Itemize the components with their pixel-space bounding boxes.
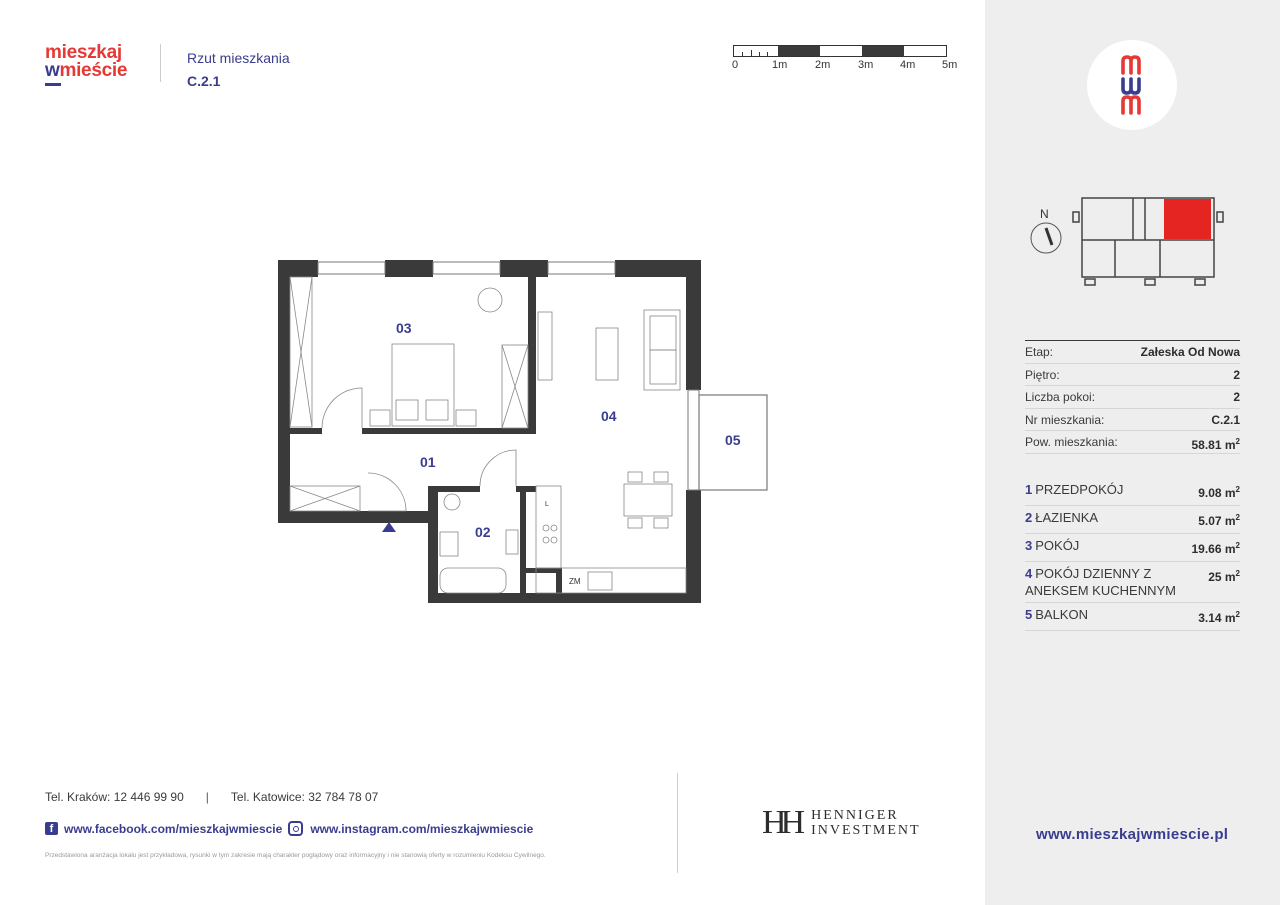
header-divider <box>160 44 161 82</box>
tel-katowice[interactable]: Tel. Katowice: 32 784 78 07 <box>230 790 379 804</box>
fact-value: 58.81 $m^2$ <box>1191 437 1240 453</box>
scale-segment-4 <box>904 46 946 56</box>
tel-krakow[interactable]: Tel. Kraków: 12 446 99 90 <box>45 790 184 804</box>
room-row-1 <box>1025 478 1240 506</box>
room-area: 9.08 $m^2$ <box>1198 485 1240 500</box>
fact-label: Liczba pokoi: <box>1025 390 1096 405</box>
instagram-link[interactable]: www.instagram.com/mieszkajwmiescie <box>310 821 534 836</box>
room-area: 19.66 $m^2$ <box>1191 541 1240 556</box>
footer-social <box>45 821 533 836</box>
room-label-03: 03 <box>396 320 412 336</box>
compass-icon <box>1031 223 1061 253</box>
instagram-icon[interactable] <box>288 821 303 836</box>
scale-label-2: 2m <box>815 59 831 71</box>
phone-separator: | <box>205 790 209 804</box>
room-row-3 <box>1025 534 1240 562</box>
scale-label-4: 4m <box>900 59 916 71</box>
fact-label: Pow. mieszkania: <box>1025 435 1118 450</box>
footer-divider <box>677 773 678 873</box>
room-row-2 <box>1025 506 1240 534</box>
fact-value: 2 <box>1233 390 1240 405</box>
fact-value: 2 <box>1233 367 1240 382</box>
room-name: POKÓJ DZIENNY Z ANEKSEM KUCHENNYM <box>1025 566 1176 598</box>
scale-bar <box>732 45 958 73</box>
room-num: 1 <box>1025 482 1033 497</box>
room-area: 3.14 $m^2$ <box>1198 610 1240 625</box>
logo-w: w <box>45 60 60 81</box>
room-label-05: 05 <box>725 432 741 448</box>
fact-nr-mieszkania <box>1025 409 1240 432</box>
room-num: 4 <box>1025 566 1033 581</box>
scale-label-0: 0 <box>732 59 739 71</box>
room-name: POKÓJ <box>1035 538 1080 553</box>
fact-value: C.2.1 <box>1211 412 1240 427</box>
floor-plan <box>270 250 741 610</box>
room-name: ŁAZIENKA <box>1035 510 1099 525</box>
mwm-logo-icon <box>1119 55 1143 119</box>
apartment-facts <box>1025 340 1240 454</box>
fact-label: Etap: <box>1025 345 1054 359</box>
scale-bar-graphic <box>733 45 947 57</box>
logo-line1: mieszkaj <box>45 42 122 63</box>
fact-liczba-pokoi <box>1025 386 1240 409</box>
logo-miescie: mieście <box>59 60 128 81</box>
fact-pietro <box>1025 364 1240 387</box>
walls <box>278 260 701 603</box>
facebook-link[interactable]: www.facebook.com/mieszkajwmiescie <box>64 821 283 836</box>
room-num: 5 <box>1025 607 1033 622</box>
room-num: 3 <box>1025 538 1033 553</box>
disclaimer: Przedstawiona aranżacja lokalu jest przykładowa, rysunki w tym zakresie mają charakter poglądowy oraz informacyjny i nie stanowią oferty w rozumieniu Kodeksu Cywilnego. <box>45 852 546 859</box>
key-plan <box>1025 195 1235 295</box>
entrance-arrow-icon <box>382 522 396 532</box>
scale-segment-3 <box>862 46 904 56</box>
scale-segment-1 <box>778 46 820 56</box>
facebook-icon[interactable]: f <box>45 822 58 835</box>
scale-label-5: 5m <box>942 59 958 71</box>
scale-label-1: 1m <box>772 59 788 71</box>
room-label-02: 02 <box>475 524 491 540</box>
fact-etap <box>1025 340 1240 364</box>
room-label-04: 04 <box>601 408 617 424</box>
footer-phones <box>45 790 378 804</box>
windows <box>318 262 699 490</box>
brand-logo[interactable] <box>45 44 127 86</box>
small-label-l: L <box>545 501 549 508</box>
fact-label: Piętro: <box>1025 367 1060 382</box>
investor-logo <box>762 806 921 840</box>
info-panel <box>985 0 1280 905</box>
room-area: 25 $m^2$ <box>1208 569 1240 584</box>
scale-label-3: 3m <box>858 59 874 71</box>
room-name: PRZEDPOKÓJ <box>1035 482 1124 497</box>
logo-underline <box>45 83 61 86</box>
investor-line1: HENNIGER <box>811 808 899 823</box>
investor-name <box>811 808 920 838</box>
north-label: N <box>1040 207 1049 221</box>
room-list <box>1025 478 1240 631</box>
fridge-label: ZM <box>569 577 581 586</box>
scale-labels <box>732 59 958 73</box>
scale-segment-2 <box>820 46 862 56</box>
room-area: 5.07 $m^2$ <box>1198 513 1240 528</box>
apartment-highlight <box>1164 199 1211 239</box>
fact-value: Załeska Od Nowa <box>1140 345 1240 359</box>
room-label-01: 01 <box>420 454 436 470</box>
fact-label: Nr mieszkania: <box>1025 412 1105 427</box>
website-link[interactable]: www.mieszkajwmiescie.pl <box>1036 826 1229 843</box>
plan-title: Rzut mieszkania <box>187 50 290 66</box>
investor-line2: INVESTMENT <box>811 823 921 838</box>
room-num: 2 <box>1025 510 1033 525</box>
investor-monogram: HH <box>762 804 800 841</box>
furniture <box>290 277 686 593</box>
logo-line2 <box>45 62 127 80</box>
room-name: BALKON <box>1035 607 1088 622</box>
room-row-4 <box>1025 562 1240 603</box>
scale-segment-0 <box>734 46 778 56</box>
fact-powierzchnia <box>1025 431 1240 454</box>
plan-code: C.2.1 <box>187 73 221 89</box>
room-row-5 <box>1025 603 1240 631</box>
